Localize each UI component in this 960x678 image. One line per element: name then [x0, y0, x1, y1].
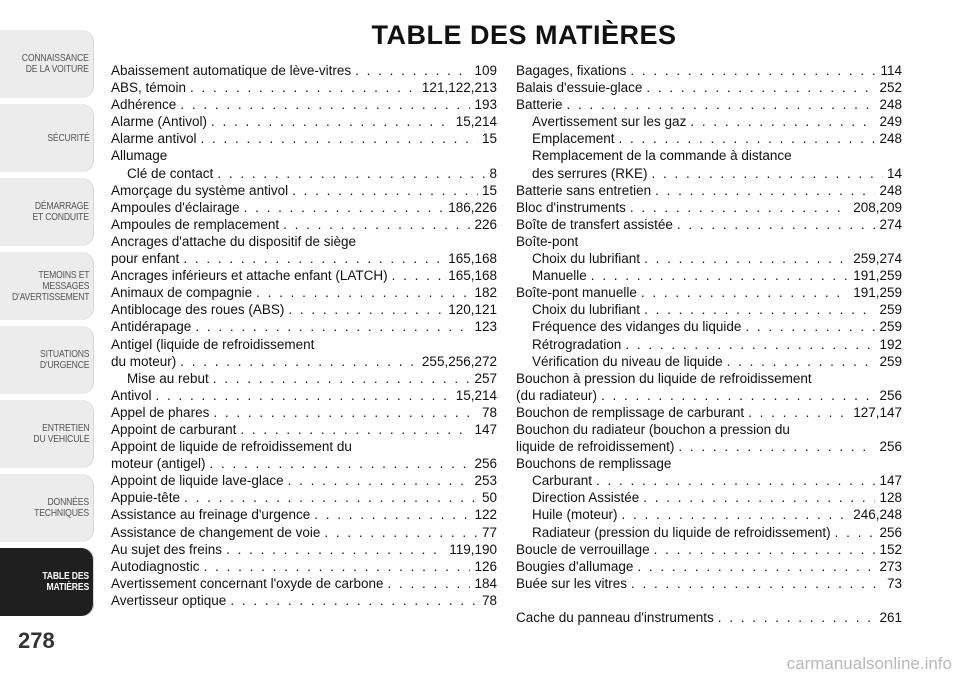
- dot-leader: [240, 421, 470, 438]
- dot-leader: [644, 250, 849, 267]
- dot-leader: [631, 575, 883, 592]
- entry-text: Boîte de transfert assistée: [516, 216, 673, 232]
- entry-text: Avertissement concernant l'oxyde de carbone: [111, 575, 384, 591]
- entry-text: Buée sur les vitres: [516, 575, 628, 591]
- page-title: TABLE DES MATIÈRES: [371, 20, 677, 50]
- index-entry: [516, 353, 902, 370]
- index-entry: [111, 250, 497, 267]
- entry-text: Boîte-pont: [516, 233, 579, 249]
- entry-text: Appuie-tête: [111, 490, 181, 506]
- entry-text: Avertissement sur les gaz: [532, 114, 687, 130]
- entry-page[interactable]: 259: [879, 353, 902, 369]
- entry-page[interactable]: 182: [474, 285, 497, 301]
- entry-text: Avertisseur optique: [111, 592, 227, 608]
- entry-page[interactable]: 248: [879, 131, 902, 147]
- index-entry: [516, 387, 902, 404]
- dot-leader: [625, 336, 875, 353]
- entry-text: Clé de contact: [127, 165, 214, 181]
- entry-page[interactable]: 8: [489, 165, 497, 181]
- index-entry: [516, 130, 902, 147]
- entry-page[interactable]: 246,248: [853, 507, 902, 523]
- entry-text: Allumage: [111, 148, 168, 164]
- index-entry: [516, 250, 902, 267]
- index-entry: [111, 147, 497, 164]
- entry-page[interactable]: 257: [474, 370, 497, 386]
- entry-page[interactable]: 147: [879, 473, 902, 489]
- dot-leader: [567, 96, 876, 113]
- index-entry: [111, 165, 497, 182]
- entry-page[interactable]: 256: [474, 456, 497, 472]
- entry-page[interactable]: 152: [879, 541, 902, 557]
- entry-text: Bouchon de remplissage de carburant: [516, 404, 745, 420]
- dot-leader: [622, 506, 850, 523]
- dot-leader: [288, 301, 444, 318]
- entry-page[interactable]: 259: [879, 319, 902, 335]
- index-entry: [111, 267, 497, 284]
- sidebar-tab-label: SÉCURITÉ: [46, 131, 90, 144]
- entry-text: Balais d'essuie-glace: [516, 80, 643, 96]
- entry-text: Bougies d'allumage: [516, 558, 634, 574]
- index-entry: [516, 182, 902, 199]
- spacer: [516, 592, 902, 609]
- entry-text: Remplacement de la commande à distance: [532, 148, 792, 164]
- dot-leader: [324, 524, 478, 541]
- entry-page[interactable]: 15,214: [455, 114, 497, 130]
- entry-text: Autodiagnostic: [111, 558, 200, 574]
- entry-page[interactable]: 14: [886, 165, 902, 181]
- sidebar-tab[interactable]: [0, 474, 94, 542]
- index-entry: [516, 301, 902, 318]
- entry-text: Bloc d'instruments: [516, 199, 626, 215]
- entry-text: pour enfant: [111, 251, 180, 267]
- entry-text: Choix du lubrifiant: [532, 302, 641, 318]
- dot-leader: [718, 609, 876, 626]
- entry-page[interactable]: 126: [474, 558, 497, 574]
- entry-text: Batterie: [516, 97, 563, 113]
- entry-text: Vérification du niveau de liquide: [532, 353, 723, 369]
- sidebar-tab[interactable]: [0, 548, 94, 616]
- dot-leader: [210, 455, 471, 472]
- entry-page[interactable]: 191,259: [853, 268, 902, 284]
- index-entry: [111, 113, 497, 130]
- index-entry: [516, 284, 902, 301]
- index-entry: [111, 199, 497, 216]
- entry-page[interactable]: 256: [879, 524, 902, 540]
- entry-page[interactable]: 15,214: [455, 387, 497, 403]
- sidebar-tab[interactable]: [0, 400, 94, 468]
- index-entry: [516, 404, 902, 421]
- index-entry: [516, 165, 902, 182]
- entry-text: Appoint de carburant: [111, 421, 237, 437]
- entry-text: Cache du panneau d'instruments: [516, 610, 714, 625]
- dot-leader: [244, 199, 445, 216]
- dot-leader: [646, 79, 875, 96]
- entry-text: des serrures (RKE): [532, 165, 648, 181]
- index-entry: [516, 336, 902, 353]
- entry-text: Direction Assistée: [532, 490, 640, 506]
- index-entry: [516, 558, 902, 575]
- entry-page[interactable]: 73: [886, 575, 902, 591]
- dot-leader: [156, 387, 452, 404]
- index-entry: [516, 62, 902, 79]
- index-entry: [516, 506, 902, 523]
- entry-page[interactable]: 78: [481, 592, 497, 608]
- entry-page[interactable]: 109: [474, 63, 497, 78]
- entry-page[interactable]: 123: [474, 319, 497, 335]
- sidebar-tab-label: DÉMARRAGE ET CONDUITE: [32, 200, 90, 223]
- dot-leader: [355, 62, 470, 79]
- dot-leader: [213, 370, 471, 387]
- index-entry: [516, 96, 902, 113]
- index-entry: [111, 79, 497, 96]
- index-entry: [516, 216, 902, 233]
- dot-leader: [641, 284, 849, 301]
- index-entry: [516, 472, 902, 489]
- dot-leader: [230, 592, 478, 609]
- index-entry: [111, 592, 497, 609]
- index-entry: [516, 318, 902, 335]
- entry-text: Mise au rebut: [127, 370, 209, 386]
- entry-text: Appel de phares: [111, 404, 210, 420]
- dot-leader: [654, 541, 876, 558]
- entry-page[interactable]: 253: [474, 473, 497, 489]
- entry-text: liquide de refroidissement): [516, 439, 675, 455]
- entry-text: Antigel (liquide de refroidissement: [111, 336, 315, 352]
- entry-page[interactable]: 77: [481, 524, 497, 540]
- entry-text: Boucle de verrouillage: [516, 541, 650, 557]
- entry-text: Ancrages d'attache du dispositif de siège: [111, 233, 356, 249]
- entry-text: Appoint de liquide lave-glace: [111, 473, 284, 489]
- entry-page[interactable]: 128: [879, 490, 902, 506]
- dot-leader: [643, 489, 875, 506]
- dot-leader: [727, 353, 876, 370]
- entry-text: Ampoules d'éclairage: [111, 199, 240, 215]
- entry-text: Ampoules de remplacement: [111, 216, 280, 232]
- dot-leader: [630, 199, 849, 216]
- entry-page[interactable]: 121,122,213: [421, 80, 497, 96]
- dot-leader: [204, 558, 471, 575]
- entry-page[interactable]: 165,168: [448, 251, 497, 267]
- index-entry: [111, 182, 497, 199]
- dot-leader: [690, 113, 875, 130]
- entry-page[interactable]: 259,274: [853, 251, 902, 267]
- index-entry: [516, 79, 902, 96]
- entry-text: Amorçage du système antivol: [111, 182, 289, 198]
- entry-text: moteur (antigel): [111, 456, 206, 472]
- dot-leader: [256, 284, 470, 301]
- entry-page[interactable]: 15: [481, 131, 497, 147]
- sidebar-tab-label: TABLE DES MATIÈRES: [42, 570, 90, 593]
- entry-text: Choix du lubrifiant: [532, 251, 641, 267]
- entry-text: Assistance de changement de voie: [111, 524, 321, 540]
- entry-text: ABS, témoin: [111, 80, 187, 96]
- entry-text: Batterie sans entretien: [516, 182, 652, 198]
- dot-leader: [677, 216, 876, 233]
- entry-page[interactable]: 208,209: [853, 199, 902, 215]
- dot-leader: [748, 404, 849, 421]
- sidebar-tab-label: TEMOINS ET MESSAGES D'AVERTISSEMENT: [11, 268, 90, 303]
- index-column-left: [111, 62, 497, 609]
- entry-text: Emplacement: [532, 131, 615, 147]
- index-entry: [516, 575, 902, 592]
- dot-leader: [288, 472, 471, 489]
- page-number: 278: [18, 628, 55, 653]
- dot-leader: [630, 62, 876, 79]
- entry-text: Carburant: [532, 473, 593, 489]
- dot-leader: [619, 130, 876, 147]
- entry-text: Manuelle: [532, 268, 587, 284]
- index-entry: [111, 353, 497, 370]
- dot-leader: [591, 267, 849, 284]
- dot-leader: [211, 113, 452, 130]
- dot-leader: [644, 301, 875, 318]
- dot-leader: [652, 165, 883, 182]
- index-entry: [516, 267, 902, 284]
- sidebar-tab[interactable]: [0, 30, 94, 98]
- sidebar-tab[interactable]: [0, 178, 94, 246]
- entry-text: Bouchon du radiateur (bouchon a pression du: [516, 421, 790, 437]
- entry-page[interactable]: 15: [481, 182, 497, 198]
- index-entry: [111, 370, 497, 387]
- entry-page[interactable]: 273: [879, 558, 902, 574]
- index-entry: [111, 301, 497, 318]
- index-entry: [111, 96, 497, 113]
- entry-text: Ancrages inférieurs et attache enfant (LATCH): [111, 268, 388, 284]
- index-entry: [111, 216, 497, 233]
- dot-leader: [283, 216, 470, 233]
- index-column-right: [516, 62, 902, 626]
- entry-page[interactable]: 256: [879, 439, 902, 455]
- index-entry: [111, 506, 497, 523]
- entry-page[interactable]: 248: [879, 97, 902, 113]
- dot-leader: [226, 541, 445, 558]
- index-entry: [111, 541, 497, 558]
- sidebar-tab[interactable]: [0, 326, 94, 394]
- dot-leader: [392, 267, 445, 284]
- entry-text: Alarme antivol: [111, 131, 197, 147]
- index-entry: [111, 233, 497, 250]
- dot-leader: [184, 489, 478, 506]
- dot-leader: [835, 524, 876, 541]
- index-entry: [516, 199, 902, 216]
- entry-page[interactable]: 122: [474, 507, 497, 523]
- index-entry: [516, 609, 902, 626]
- entry-text: Fréquence des vidanges du liquide: [532, 319, 742, 335]
- entry-page[interactable]: 191,259: [853, 285, 902, 301]
- sidebar-tab-label: ENTRETIEN DU VEHICULE: [32, 422, 90, 445]
- sidebar-tab[interactable]: [0, 252, 94, 320]
- index-entry: [111, 404, 497, 421]
- index-entry: [111, 558, 497, 575]
- index-entry: [111, 421, 497, 438]
- entry-page[interactable]: 261: [879, 610, 902, 625]
- entry-text: Abaissement automatique de lève-vitres: [111, 63, 352, 78]
- sidebar-tab-label: CONNAISSANCE DE LA VOITURE: [22, 52, 90, 75]
- index-entry: [111, 387, 497, 404]
- index-entry: [111, 336, 497, 353]
- entry-page[interactable]: 147: [474, 421, 497, 437]
- index-entry: [111, 472, 497, 489]
- entry-page[interactable]: 252: [879, 80, 902, 96]
- dot-leader: [314, 506, 470, 523]
- entry-page[interactable]: 192: [879, 336, 902, 352]
- index-entry: [516, 438, 902, 455]
- entry-text: du moteur): [111, 353, 177, 369]
- dot-leader: [745, 318, 875, 335]
- index-entry: [111, 524, 497, 541]
- index-entry: [111, 62, 497, 79]
- entry-text: Antidérapage: [111, 319, 192, 335]
- entry-text: Huile (moteur): [532, 507, 618, 523]
- entry-text: Animaux de compagnie: [111, 285, 253, 301]
- entry-page[interactable]: 226: [474, 216, 497, 232]
- entry-page[interactable]: 193: [474, 97, 497, 113]
- entry-page[interactable]: 248: [879, 182, 902, 198]
- entry-text: Appoint de liquide de refroidissement du: [111, 439, 352, 455]
- dot-leader: [388, 575, 471, 592]
- entry-page[interactable]: 78: [481, 404, 497, 420]
- entry-text: Au sujet des freins: [111, 541, 223, 557]
- entry-page[interactable]: 274: [879, 216, 902, 232]
- sidebar-tab-label: DONNÉES TECHNIQUES: [34, 496, 90, 519]
- entry-page[interactable]: 255,256,272: [421, 353, 497, 369]
- index-entry: [111, 130, 497, 147]
- entry-text: Alarme (Antivol): [111, 114, 208, 130]
- entry-text: Bouchon à pression du liquide de refroidissement: [516, 370, 812, 386]
- entry-page[interactable]: 184: [474, 575, 497, 591]
- dot-leader: [678, 438, 875, 455]
- dot-leader: [180, 353, 418, 370]
- sidebar-tab[interactable]: [0, 104, 94, 172]
- entry-page[interactable]: 259: [879, 302, 902, 318]
- index-entry: [516, 541, 902, 558]
- entry-text: Boîte-pont manuelle: [516, 285, 637, 301]
- entry-page[interactable]: 127,147: [853, 404, 902, 420]
- index-entry: [111, 455, 497, 472]
- dot-leader: [596, 472, 875, 489]
- dot-leader: [183, 250, 444, 267]
- dot-leader: [190, 79, 418, 96]
- dot-leader: [213, 404, 478, 421]
- entry-page[interactable]: 119,190: [449, 541, 497, 557]
- watermark: carmanualsonline.info: [786, 654, 952, 673]
- entry-page[interactable]: 256: [879, 387, 902, 403]
- entry-text: (du radiateur): [516, 387, 598, 403]
- index-entry: [516, 524, 902, 541]
- index-entry: [111, 284, 497, 301]
- entry-text: Bouchons de remplissage: [516, 456, 672, 472]
- index-entry: [516, 421, 902, 438]
- dot-leader: [292, 182, 478, 199]
- dot-leader: [655, 182, 875, 199]
- dot-leader: [195, 318, 470, 335]
- entry-text: Antivol: [111, 387, 152, 403]
- entry-page[interactable]: 50: [481, 490, 497, 506]
- index-entry: [111, 318, 497, 335]
- index-entry: [111, 575, 497, 592]
- entry-page[interactable]: 120,121: [448, 302, 497, 318]
- index-entry: [516, 147, 902, 164]
- dot-leader: [201, 130, 478, 147]
- dot-leader: [601, 387, 875, 404]
- sidebar-tab-label: SITUATIONS D'URGENCE: [39, 348, 90, 371]
- entry-page[interactable]: 165,168: [448, 268, 497, 284]
- entry-text: Rétrogradation: [532, 336, 622, 352]
- index-entry: [111, 489, 497, 506]
- entry-text: Bagages, fixations: [516, 63, 627, 78]
- dot-leader: [180, 96, 470, 113]
- index-entry: [516, 370, 902, 387]
- dot-leader: [217, 165, 485, 182]
- entry-page[interactable]: 186,226: [448, 199, 497, 215]
- index-entry: [516, 233, 902, 250]
- entry-text: Adhérence: [111, 97, 177, 113]
- index-entry: [516, 455, 902, 472]
- index-entry: [516, 489, 902, 506]
- index-entry: [111, 438, 497, 455]
- entry-text: Assistance au freinage d'urgence: [111, 507, 311, 523]
- index-entry: [516, 113, 902, 130]
- dot-leader: [637, 558, 875, 575]
- entry-page[interactable]: 114: [880, 63, 902, 78]
- entry-text: Antiblocage des roues (ABS): [111, 302, 285, 318]
- entry-text: Radiateur (pression du liquide de refroidissement): [532, 524, 831, 540]
- entry-page[interactable]: 249: [879, 114, 902, 130]
